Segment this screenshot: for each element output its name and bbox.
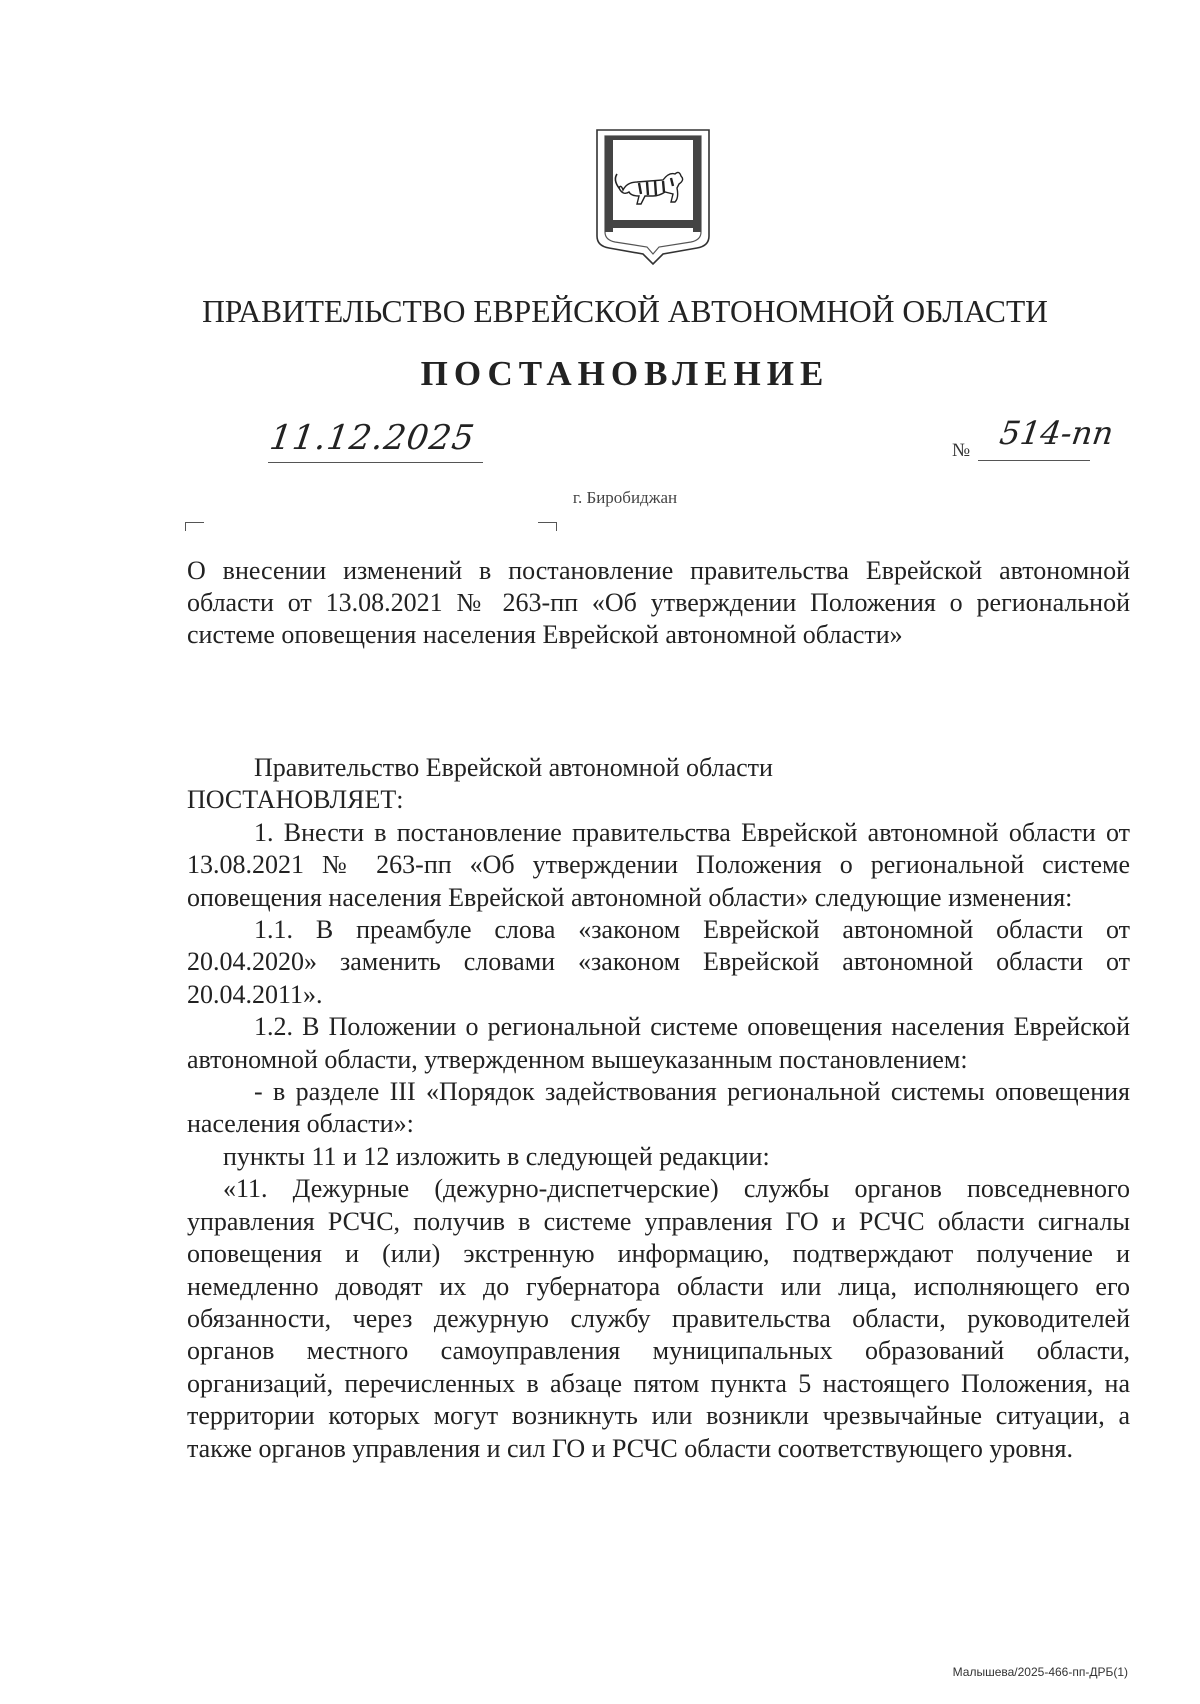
item-1-2-paragraph: 1.2. В Положении о региональной системе оповещения населения Еврейской автономной области, утвержденном вышеуказанным постановлением: <box>187 1012 1130 1074</box>
date-underline <box>268 462 483 463</box>
document-subject: О внесении изменений в постановление правительства Еврейской автономной области от 13.08.2021 № 263-пп «Об утверждении Положения о региональной системе оповещения населения Еврейской автономной области» <box>187 556 1130 649</box>
points-11-12-paragraph: пункты 11 и 12 изложить в следующей редакции: <box>223 1141 770 1171</box>
number-underline <box>978 460 1090 461</box>
handwritten-date: 11.12.2025 <box>267 418 478 458</box>
handwritten-number: 514-пп <box>997 414 1116 452</box>
point-11-paragraph: «11. Дежурные (дежурно-диспетчерские) службы органов повседневного управления РСЧС, получив в системе управления ГО и РСЧС области сигналы оповещения и (или) экстренную информацию, подтверждают получение и немедленно доводят их до губернатора области или лица, исполняющего его обязанности, через дежурную службу правительства области, руководителей органов местного самоуправления муниципальных образований области, организаций, перечисленных в абзаце пятом пункта 5 настоящего Положения, на территории которых могут возникнуть или возникли чрезвычайные ситуации, а также органов управления и сил ГО и РСЧС области соответствующего уровня. <box>187 1174 1130 1463</box>
resolves-paragraph: ПОСТАНОВЛЯЕТ: <box>187 785 404 815</box>
subject-corner-left <box>185 522 204 531</box>
footer-document-code: Малышева/2025-466-пп-ДРБ(1) <box>952 1665 1128 1679</box>
item-1-1-paragraph: 1.1. В преамбуле слова «законом Еврейской автономной области от 20.04.2020» заменить словами «законом Еврейской автономной области от 20.04.2011». <box>187 915 1130 1009</box>
city-label: г. Биробиджан <box>572 488 678 507</box>
document-body <box>187 752 1130 1465</box>
subject-corner-right <box>538 522 557 531</box>
document-type-title: ПОСТАНОВЛЕНИЕ <box>420 354 830 393</box>
coat-of-arms-tiger-icon <box>593 126 713 266</box>
preamble-paragraph: Правительство Еврейской автономной области <box>254 753 773 782</box>
section-3-paragraph: - в разделе III «Порядок задействования региональной системы оповещения населения области»: <box>187 1077 1130 1139</box>
item-1-paragraph: 1. Внести в постановление правительства Еврейской автономной области от 13.08.2021 № 263-пп «Об утверждении Положения о региональной системе оповещения населения Еврейской автономной области» следующие изменения: <box>187 817 1130 912</box>
organization-title: ПРАВИТЕЛЬСТВО ЕВРЕЙСКОЙ АВТОНОМНОЙ ОБЛАСТИ <box>202 294 1048 329</box>
number-sign: № <box>952 440 971 461</box>
